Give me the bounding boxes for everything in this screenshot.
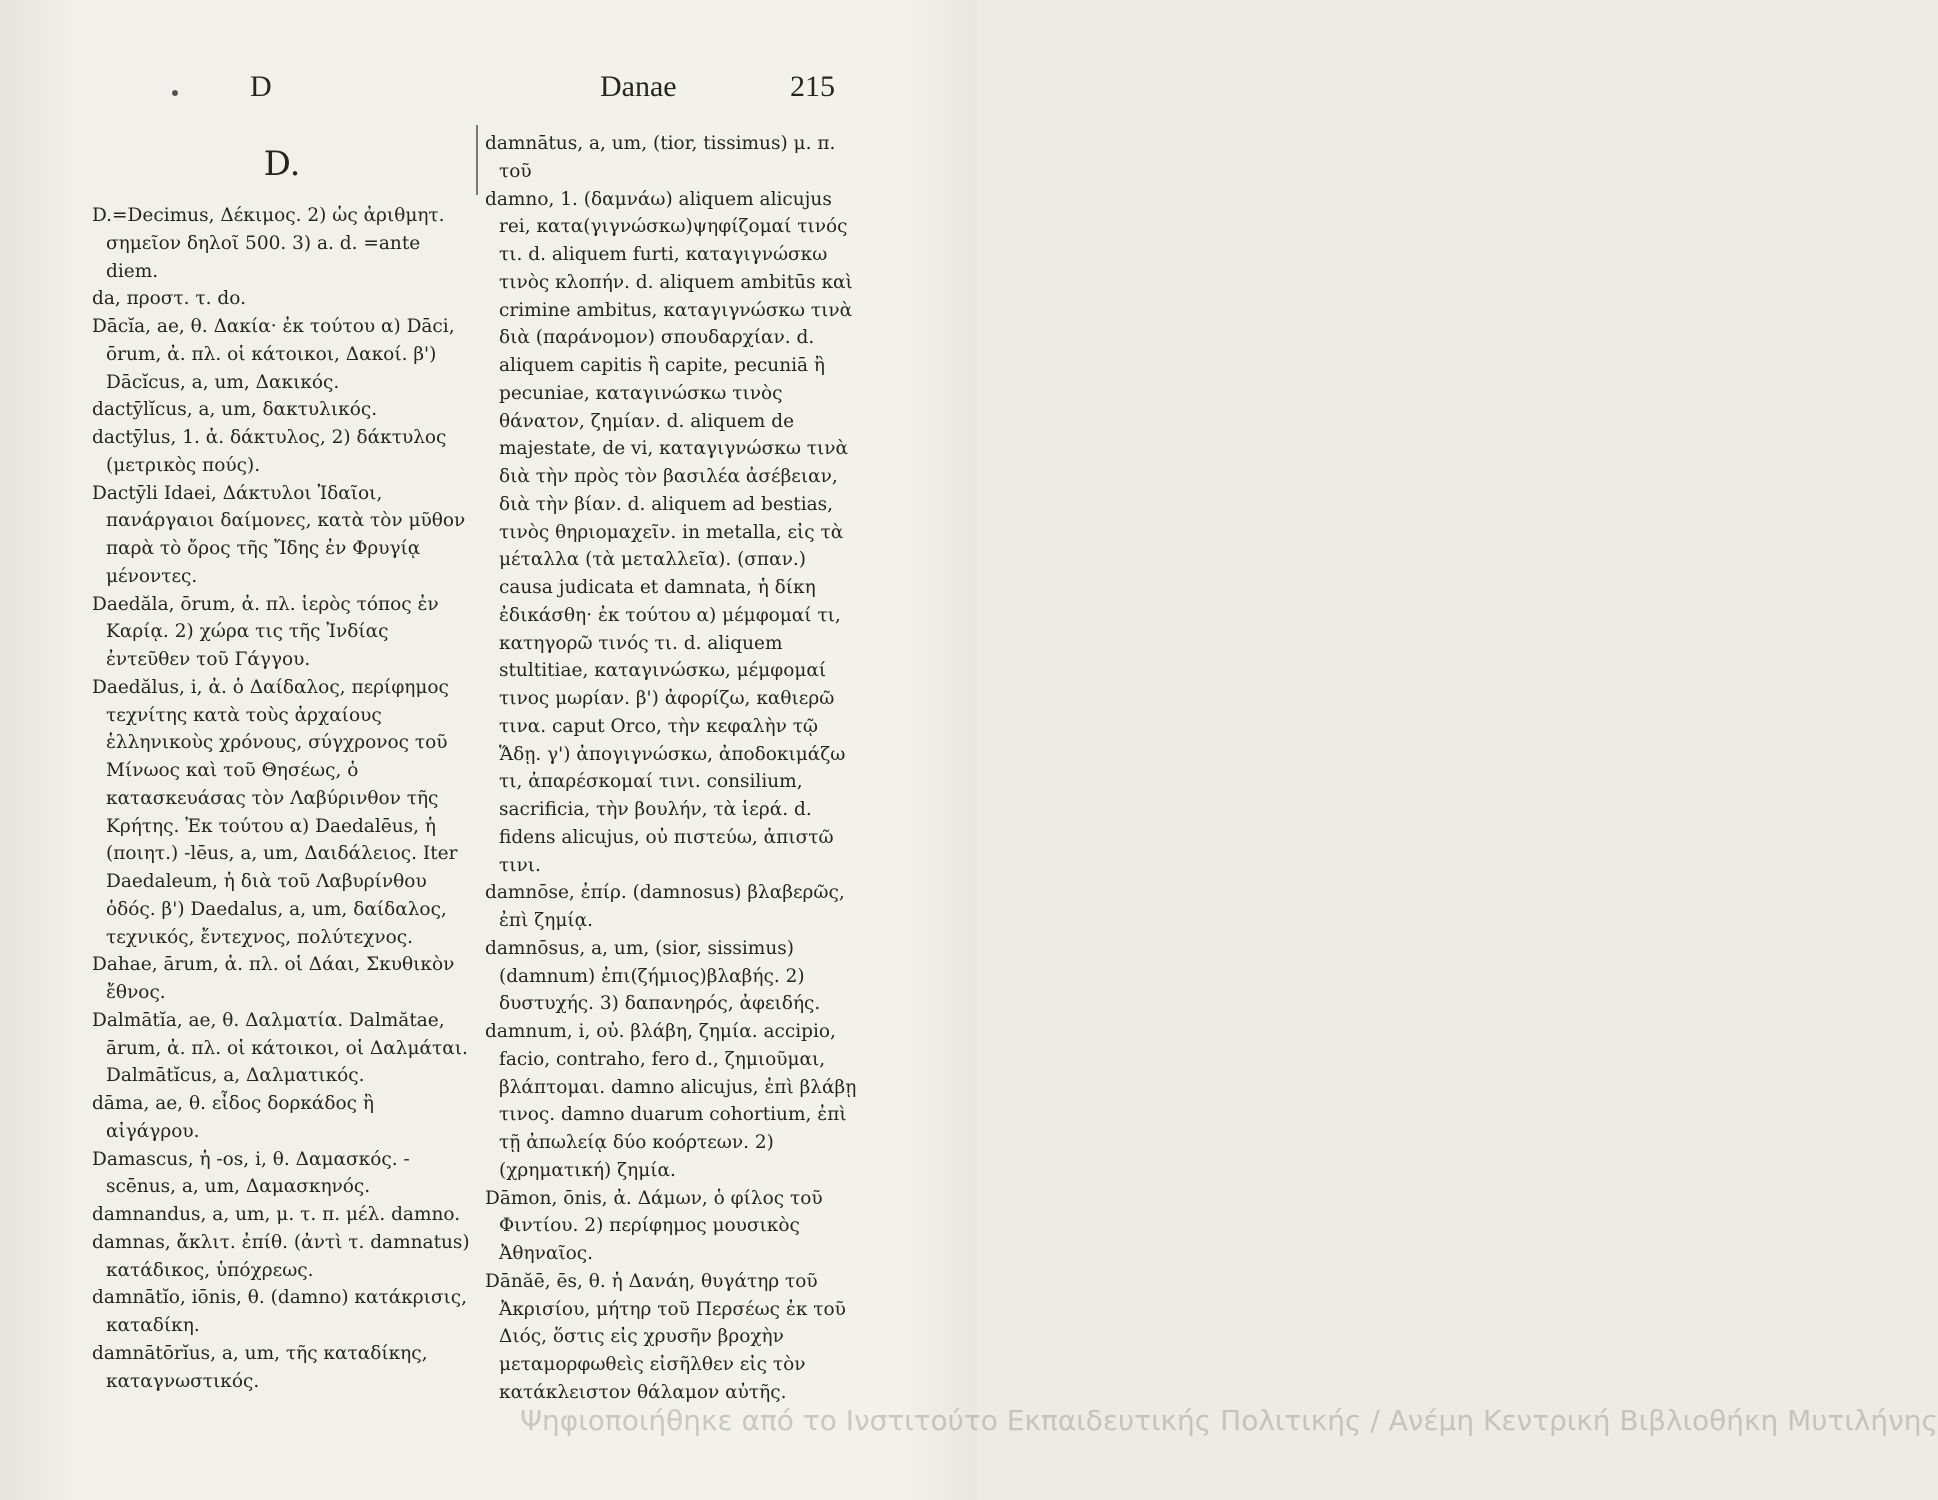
dictionary-entry: damnōse, ἐπίρ. (damnosus) βλαβερῶς, ἐπὶ ζημίᾳ. — [485, 882, 845, 931]
dictionary-entry: Daedăla, ōrum, ἀ. πλ. ἱερὸς τόπος ἐν Καρίᾳ. 2) χώρα τις τῆς Ἰνδίας ἐντεῦθεν τοῦ Γάγγου. — [92, 593, 439, 670]
left-column — [92, 130, 472, 1395]
column-divider — [476, 125, 478, 195]
dictionary-entry: dactȳlus, 1. ἀ. δάκτυλος, 2) δάκτυλος (μετρικὸς πούς). — [92, 427, 447, 476]
right-column — [485, 130, 865, 1407]
dictionary-entry: Dāmon, ōnis, ἀ. Δάμων, ὁ φίλος τοῦ Φιντίου. 2) περίφημος μουσικὸς Ἀθηναῖος. — [485, 1187, 823, 1264]
library-watermark: Ψηφιοποιήθηκε από το Ινστιτούτο Εκπαιδευτικής Πολιτικής / Ανέμη Κεντρική Βιβλιοθήκη Μυτιλήνης — [520, 1404, 1938, 1437]
dictionary-entry: damno, 1. (δαμνάω) aliquem alicujus rei, κατα(γιγνώσκω)ψηφίζομαί τινός τι. d. aliquem furti, καταγιγνώσκω τινὸς κλοπήν. d. aliquem ambitūs καὶ crimine ambitus, καταγιγνώσκω τινὰ διὰ (παράνομον) σπουδαρχίαν. d. aliquem capitis ἢ capite, pecuniā ἢ pecuniae, καταγινώσκω τινὸς θάνατον, ζημίαν. d. aliquem de majestate, de vi, καταγιγνώσκω τινὰ διὰ τὴν πρὸς τὸν βασιλέα ἀσέβειαν, διὰ τὴν βίαν. d. aliquem ad bestias, τινὸς θηριομαχεῖν. in metalla, εἰς τὰ μέταλλα (τὰ μεταλλεῖα). (σπαν.) causa judicata et damnata, ἡ δίκη ἐδικάσθη· ἐκ τούτου α) μέμφομαί τι, κατηγορῶ τινός τι. d. aliquem stultitiae, καταγινώσκω, μέμφομαί τινος μωρίαν. β') ἀφορίζω, καθιερῶ τινα. caput Orco, τὴν κεφαλὴν τῷ Ἅδῃ. γ') ἀπογιγνώσκω, ἀποδοκιμάζω τι, ἀπαρέσκομαί τινι. consilium, sacrificia, τὴν βουλήν, τὰ ἱερά. d. fidens alicujus, οὐ πιστεύω, ἀπιστῶ τινι. — [485, 188, 853, 876]
dictionary-entry: Damascus, ἡ -os, i, θ. Δαμασκός. -scēnus, a, um, Δαμασκηνός. — [92, 1148, 410, 1198]
dictionary-entry: Dalmātĭa, ae, θ. Δαλματία. Dalmătae, ārum, ἀ. πλ. οἱ κάτοικοι, οἱ Δαλμάται. Dalmātĭcus, a, Δαλματικός. — [92, 1009, 468, 1087]
header-guide-word: Danae — [600, 70, 677, 103]
dictionary-entry: D.=Decimus, Δέκιμος. 2) ὡς ἀριθμητ. σημεῖον δηλοῖ 500. 3) a. d. =ante diem. — [92, 205, 445, 282]
page-number: 215 — [790, 70, 835, 103]
dictionary-entry: da, προστ. τ. do. — [92, 288, 246, 310]
section-letter: D. — [263, 144, 301, 184]
dictionary-entry: Dahae, ārum, ἀ. πλ. οἱ Δάαι, Σκυθικὸν ἔθνος. — [92, 954, 455, 1003]
dictionary-entry: damnum, i, οὐ. βλάβη, ζημία. accipio, facio, contraho, fero d., ζημιοῦμαι, βλάπτομαι. damno alicujus, ἐπὶ βλάβῃ τινος. damno duarum cohortium, ἐπὶ τῇ ἀπωλείᾳ δύο κοόρτεων. 2) (χρηματική) ζημία. — [485, 1021, 857, 1181]
dictionary-entry: damnandus, a, um, μ. τ. π. μέλ. damno. — [92, 1204, 461, 1225]
dictionary-entry: Dānăē, ēs, θ. ἡ Δανάη, θυγάτηρ τοῦ Ἀκρισίου, μήτηρ τοῦ Περσέως ἐκ τοῦ Διός, ὅστις εἰς χρυσῆν βροχὴν μεταμορφωθεὶς εἰσῆλθεν εἰς τὸν κατάκλειστον θάλαμον αὐτῆς. — [485, 1270, 846, 1403]
dictionary-entry: damnātōrĭus, a, um, τῆς καταδίκης, καταγνωστικός. — [92, 1342, 428, 1392]
dictionary-entry: dāma, ae, θ. εἶδος δορκάδος ἢ αἰγάγρου. — [92, 1093, 375, 1142]
dictionary-entry: Dācĭa, ae, θ. Δακία· ἐκ τούτου α) Dāci, ōrum, ἀ. πλ. οἱ κάτοικοι, Δακοί. β') Dācĭcus, a, um, Δακικός. — [92, 316, 455, 393]
dictionary-entry: Dactȳli Idaei, Δάκτυλοι Ἰδαῖοι, πανάργαιοι δαίμονες, κατὰ τὸν μῦθον παρὰ τὸ ὄρος τῆς Ἴδης ἐν Φρυγίᾳ μένοντες. — [92, 482, 466, 587]
dictionary-entry: damnātĭo, iōnis, θ. (damno) κατάκρισις, καταδίκη. — [92, 1287, 468, 1336]
running-header — [0, 70, 977, 120]
dictionary-entry: damnōsus, a, um, (sior, sissimus) (damnum) ἐπι(ζήμιος)βλαβής. 2) δυστυχής. 3) δαπανηρός, ἀφειδής. — [485, 937, 821, 1015]
dictionary-entry: damnātus, a, um, (tior, tissimus) μ. π. τοῦ — [485, 133, 836, 182]
dictionary-entry: damnas, ἄκλιτ. ἐπίθ. (ἀντὶ τ. damnatus) κατάδικος, ὑπόχρεως. — [92, 1231, 470, 1281]
header-left-letter: D — [250, 70, 272, 103]
dictionary-entry: dactȳlĭcus, a, um, δακτυλικός. — [92, 399, 378, 421]
dictionary-entry: Daedălus, i, ἀ. ὁ Δαίδαλος, περίφημος τεχνίτης κατὰ τοὺς ἀρχαίους ἑλληνικοὺς χρόνους, σύγχρονος τοῦ Μίνωος καὶ τοῦ Θησέως, ὁ κατασκευάσας τὸν Λαβύρινθον τῆς Κρήτης. Ἐκ τούτου α) Daedalēus, ἡ (ποιητ.) -lēus, a, um, Δαιδάλειος. Iter Daedaleum, ἡ διὰ τοῦ Λαβυρίνθου ὁδός. β') Daedalus, a, um, δαίδαλος, τεχνικός, ἔντεχνος, πολύτεχνος. — [92, 676, 458, 948]
